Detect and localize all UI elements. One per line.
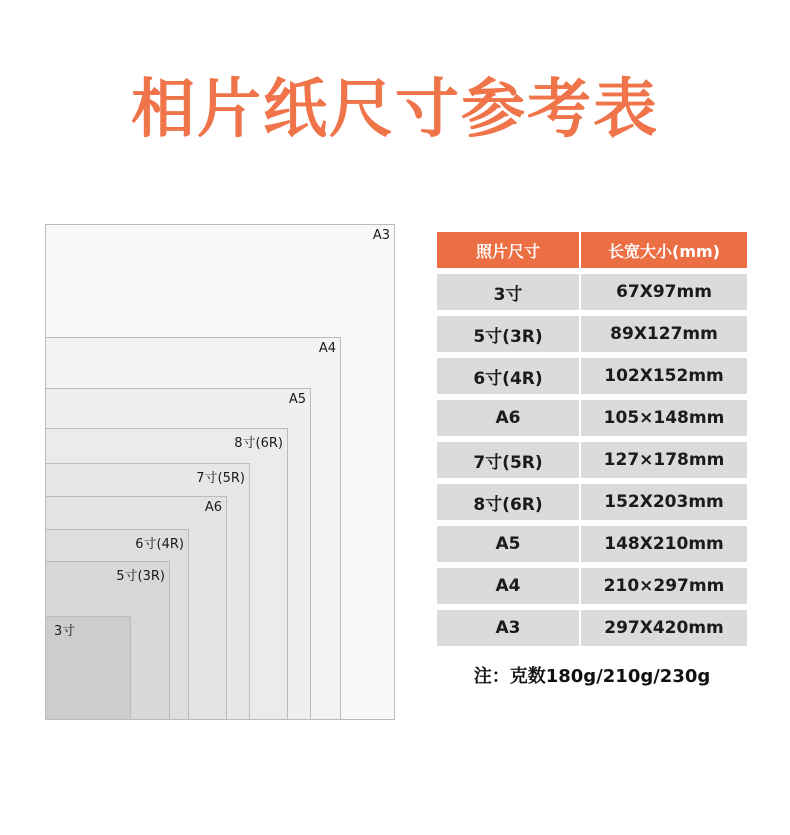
sizes-table-wrap: [437, 226, 747, 688]
sizes-table: [437, 226, 747, 652]
cell-size-name: 8寸(6R): [437, 484, 579, 520]
paper-3-inch: [45, 616, 131, 720]
paper-label-a5: A5: [288, 392, 306, 407]
table-note: 注：克数180g/210g/230g: [473, 666, 711, 687]
paper-label-3-inch: 3寸: [54, 624, 76, 639]
cell-size-value: 297X420mm: [579, 610, 747, 646]
table-row: [437, 400, 747, 436]
paper-label-6-inch-4r: 6寸(4R): [135, 537, 184, 552]
table-row: [437, 274, 747, 310]
cell-size-name: 6寸(4R): [437, 358, 579, 394]
table-row: [437, 358, 747, 394]
cell-size-name: A3: [437, 610, 579, 646]
header-dimensions: 长宽大小(mm): [579, 232, 747, 268]
paper-label-a4: A4: [318, 341, 336, 356]
table-header-row: [437, 232, 747, 268]
paper-label-a6: A6: [204, 500, 222, 515]
paper-size-diagram: [45, 224, 395, 744]
header-photo-size: 照片尺寸: [437, 232, 579, 268]
cell-size-name: 3寸: [437, 274, 579, 310]
cell-size-value: 67X97mm: [579, 274, 747, 310]
cell-size-name: A4: [437, 568, 579, 604]
table-row: [437, 316, 747, 352]
paper-label-7-inch-5r: 7寸(5R): [196, 471, 245, 486]
table-row: [437, 442, 747, 478]
cell-size-value: 152X203mm: [579, 484, 747, 520]
cell-size-name: 7寸(5R): [437, 442, 579, 478]
cell-size-value: 148X210mm: [579, 526, 747, 562]
cell-size-value: 102X152mm: [579, 358, 747, 394]
table-row: [437, 610, 747, 646]
cell-size-value: 89X127mm: [579, 316, 747, 352]
paper-label-a3: A3: [372, 228, 390, 243]
paper-label-8-inch-6r: 8寸(6R): [234, 436, 283, 451]
table-row: [437, 526, 747, 562]
cell-size-value: 210×297mm: [579, 568, 747, 604]
cell-size-name: 5寸(3R): [437, 316, 579, 352]
cell-size-value: 127×178mm: [579, 442, 747, 478]
paper-label-5-inch-3r: 5寸(3R): [116, 569, 165, 584]
cell-size-name: A5: [437, 526, 579, 562]
cell-size-value: 105×148mm: [579, 400, 747, 436]
table-row: [437, 484, 747, 520]
table-row: [437, 568, 747, 604]
cell-size-name: A6: [437, 400, 579, 436]
page-title: 相片纸尺寸参考表: [131, 73, 659, 147]
